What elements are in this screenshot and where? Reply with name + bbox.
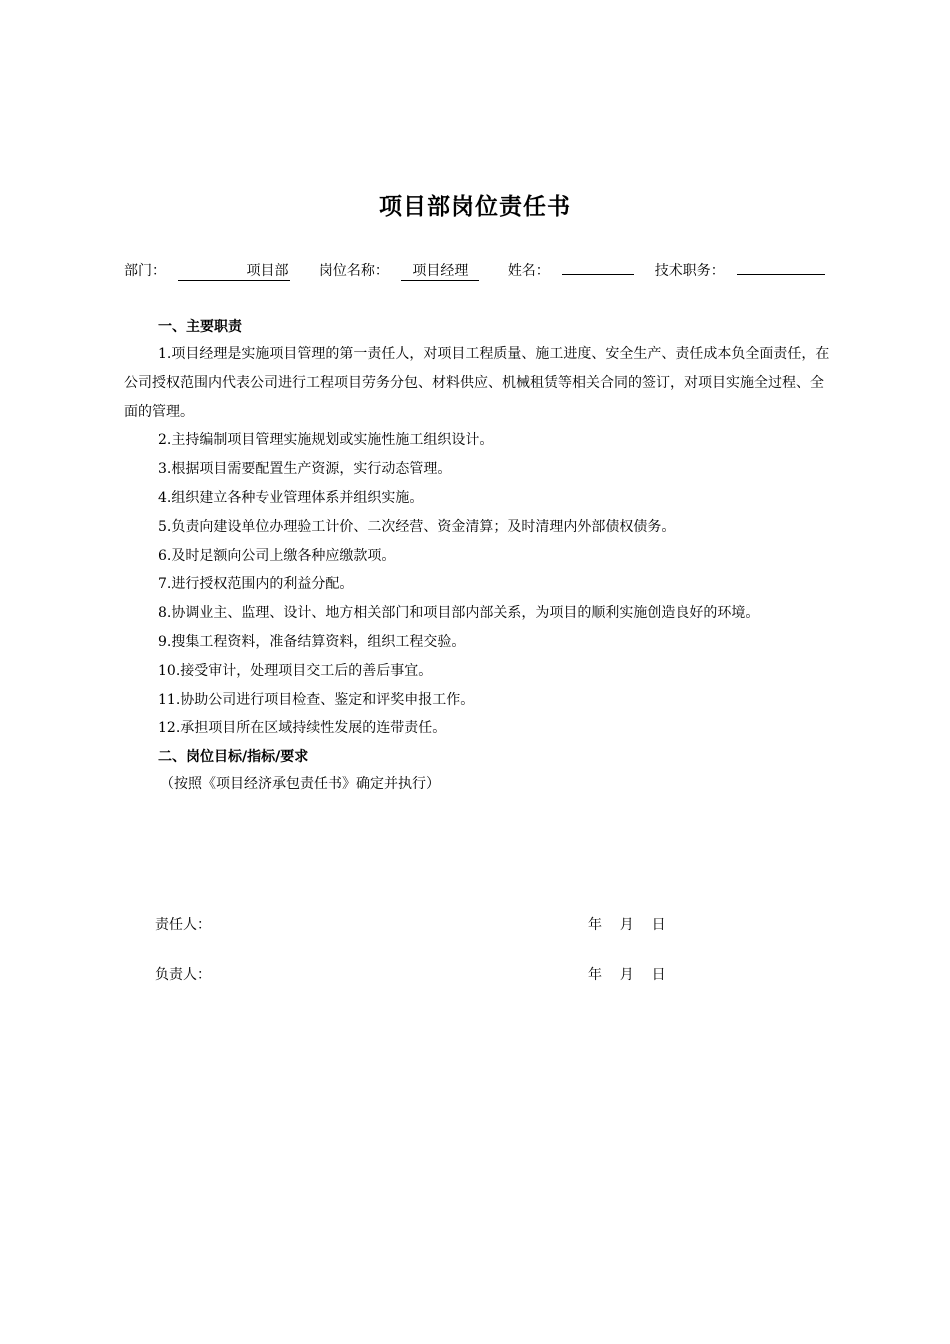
leader-date: 年 月 日 [588, 967, 666, 983]
name-value [562, 257, 634, 275]
duty-item: 9.搜集工程资料，准备结算资料，组织工程交验。 [158, 633, 466, 650]
responsible-person-label: 责任人： [155, 917, 211, 933]
duty-item: 1.项目经理是实施项目管理的第一责任人，对项目工程质量、施工进度、安全生产、责任成本负全面责任，在公司授权范围内代表公司进行工程项目劳务分包、材料供应、机械租赁等相关合同的签订，对项目实施全过程、全面的管理。 [124, 346, 830, 420]
document-title: 项目部岗位责任书 [379, 194, 571, 220]
duty-item: 3.根据项目需要配置生产资源，实行动态管理。 [158, 461, 452, 478]
name-label: 姓名： [507, 263, 550, 279]
duty-item: 12.承担项目所在区域持续性发展的连带责任。 [158, 720, 447, 737]
dept-label: 部门： [124, 263, 166, 279]
duty-item: 11.协助公司进行项目检查、鉴定和评奖申报工作。 [158, 691, 475, 708]
tech-title-label: 技术职务： [654, 263, 725, 279]
info-row [124, 257, 825, 281]
targets-note: （按照《项目经济承包责任书》确定并执行） [160, 776, 440, 792]
duty-item: 10.接受审计，处理项目交工后的善后事宜。 [158, 662, 433, 679]
duty-item: 7.进行授权范围内的利益分配。 [158, 576, 354, 593]
duty-item: 8.协调业主、监理、设计、地方相关部门和项目部内部关系，为项目的顺利实施创造良好的环境。 [158, 605, 760, 622]
leader-label: 负责人： [155, 967, 211, 983]
responsible-date: 年 月 日 [588, 917, 666, 933]
duties-list [124, 340, 834, 743]
section-heading-duties: 一、主要职责 [158, 319, 242, 335]
dept-value: 项目部 [178, 263, 290, 281]
position-value: 项目经理 [401, 263, 479, 281]
duty-item: 4.组织建立各种专业管理体系并组织实施。 [158, 489, 424, 506]
section-heading-targets: 二、岗位目标/指标/要求 [158, 749, 309, 765]
duty-item: 5.负责向建设单位办理验工计价、二次经营、资金清算；及时清理内外部债权债务。 [158, 518, 676, 535]
tech-title-value [737, 257, 825, 275]
position-label: 岗位名称： [318, 263, 389, 279]
duty-item: 2.主持编制项目管理实施规划或实施性施工组织设计。 [158, 432, 494, 449]
duty-item: 6.及时足额向公司上缴各种应缴款项。 [158, 547, 396, 564]
